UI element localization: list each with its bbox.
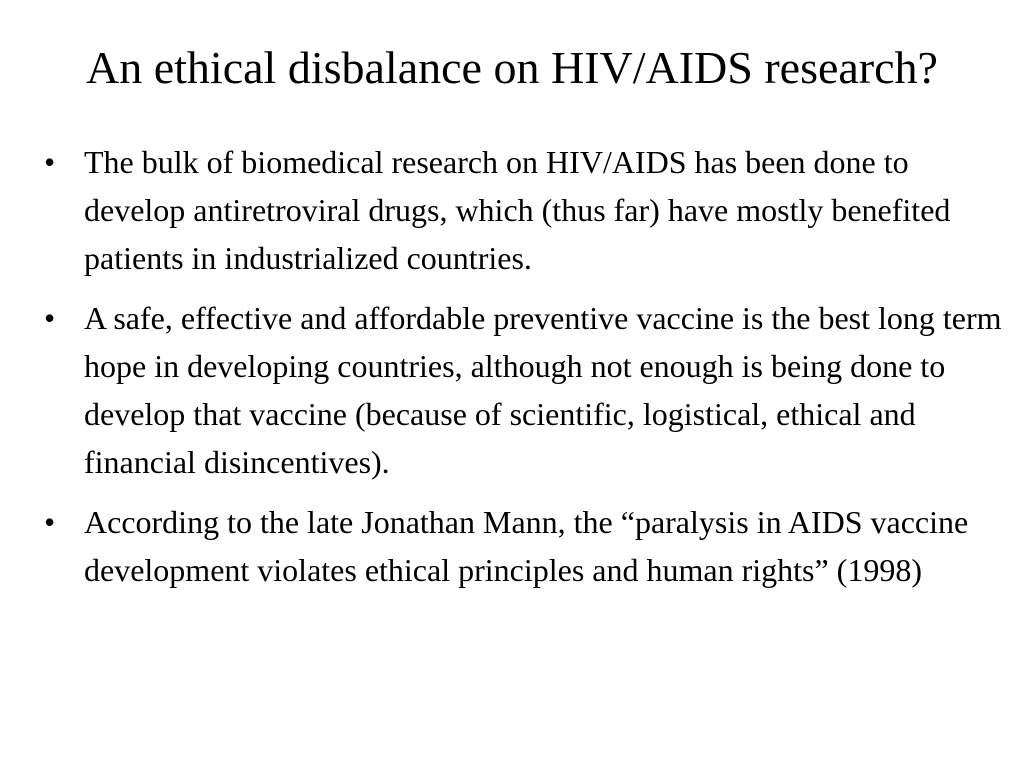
list-item [44, 498, 1004, 594]
list-item [44, 294, 1004, 486]
bullet-icon: • [44, 504, 56, 540]
bullet-text: According to the late Jonathan Mann, the “paralysis in AIDS vaccine development violates ethical principles and human rights” (1998) [84, 504, 969, 588]
bullet-icon: • [44, 144, 56, 180]
bullet-text: The bulk of biomedical research on HIV/AIDS has been done to develop antiretroviral drugs, which (thus far) have mostly benefited patients in industrialized countries. [84, 144, 951, 276]
bullet-text: A safe, effective and affordable preventive vaccine is the best long term hope in developing countries, although not enough is being done to develop that vaccine (because of scientific, logistical, ethical and financial disincentives). [84, 300, 1002, 480]
list-item [44, 138, 1004, 282]
slide-title: An ethical disbalance on HIV/AIDS research? [86, 42, 938, 93]
bullet-list [44, 138, 1004, 606]
bullet-icon: • [44, 300, 56, 336]
